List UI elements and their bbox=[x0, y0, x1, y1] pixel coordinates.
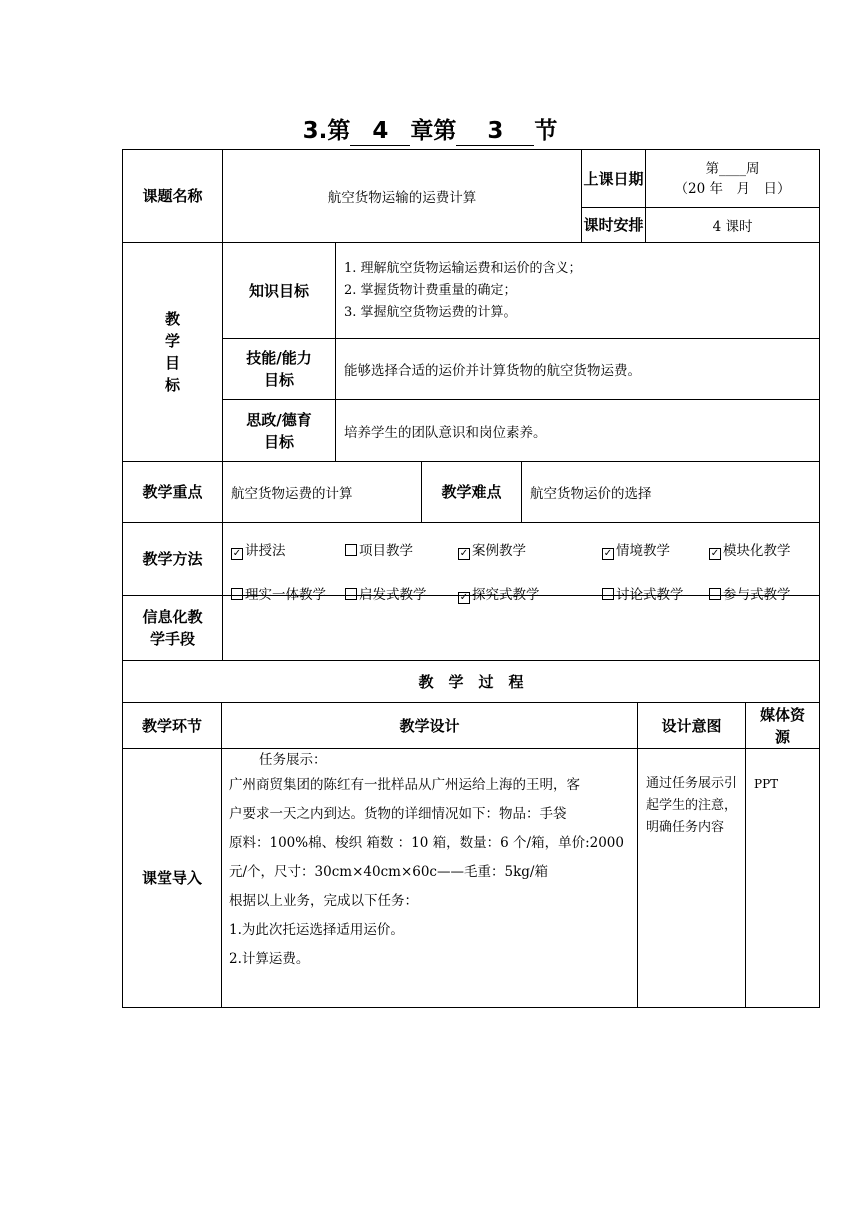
date-label: 上课日期 bbox=[582, 150, 646, 208]
date-week: 第____周 bbox=[705, 160, 760, 177]
difficulty-value: 航空货物运价的选择 bbox=[522, 462, 820, 523]
topic-label: 课题名称 bbox=[123, 150, 223, 243]
method-label: 项目教学 bbox=[359, 543, 413, 559]
checked-box-icon[interactable]: ✓ bbox=[603, 548, 613, 559]
method-option[interactable] bbox=[231, 539, 286, 559]
method-option[interactable] bbox=[602, 539, 670, 559]
knowledge-item: 3. 掌握航空货物运费的计算。 bbox=[344, 304, 517, 320]
knowledge-item: 2. 掌握货物计费重量的确定； bbox=[344, 282, 517, 298]
design-line: 任务展示： bbox=[259, 752, 327, 768]
col-media-header: 媒体资源 bbox=[746, 703, 820, 749]
moral-value: 培养学生的团队意识和岗位素养。 bbox=[336, 400, 820, 462]
design-cell bbox=[222, 749, 638, 1008]
checked-box-icon[interactable]: ✓ bbox=[459, 548, 469, 559]
methods-table bbox=[122, 522, 820, 603]
design-line: 1.为此次托运选择适用运价。 bbox=[229, 922, 404, 938]
design-line: 户要求一天之内到达。货物的详细情况如下：物品：手袋 bbox=[229, 806, 567, 822]
moral-label: 思政/德育目标 bbox=[223, 400, 336, 462]
design-line: 广州商贸集团的陈红有一批样品从广州运给上海的王明，客 bbox=[229, 777, 580, 793]
info-means-table bbox=[122, 595, 820, 661]
info-means-value bbox=[223, 596, 820, 661]
method-option[interactable] bbox=[345, 539, 413, 559]
knowledge-item: 1. 理解航空货物运输运费和运价的含义； bbox=[344, 260, 582, 276]
design-line: 元/个，尺寸：30cm×40cm×60c——毛重：5kg/箱 bbox=[229, 864, 548, 880]
col-design-header: 教学设计 bbox=[222, 703, 638, 749]
lesson-info-table bbox=[122, 149, 820, 243]
checked-box-icon[interactable]: ✓ bbox=[232, 548, 242, 559]
method-label: 参与式教学 bbox=[723, 587, 791, 603]
key-point-value: 航空货物运费的计算 bbox=[223, 462, 422, 523]
info-means-label: 信息化教学手段 bbox=[123, 596, 223, 661]
intent-cell: 通过任务展示引起学生的注意，明确任务内容 bbox=[638, 749, 746, 1008]
method-label: 讨论式教学 bbox=[616, 587, 684, 603]
method-label: 讲授法 bbox=[245, 543, 286, 559]
knowledge-list bbox=[336, 243, 820, 339]
col-intent-header: 设计意图 bbox=[638, 703, 746, 749]
difficulty-label: 教学难点 bbox=[422, 462, 522, 523]
topic-value: 航空货物运输的运费计算 bbox=[223, 150, 582, 243]
page-title: 3.第 4 章第 3 节 bbox=[302, 118, 558, 144]
hours-label: 课时安排 bbox=[582, 208, 646, 243]
section-number: 3 bbox=[456, 117, 534, 146]
method-label: 理实一体教学 bbox=[245, 587, 326, 603]
methods-label: 教学方法 bbox=[123, 523, 223, 596]
methods-options bbox=[223, 523, 820, 603]
method-option[interactable] bbox=[458, 539, 526, 559]
checked-box-icon[interactable]: ✓ bbox=[459, 592, 469, 603]
col-stage-header: 教学环节 bbox=[123, 703, 222, 749]
method-label: 模块化教学 bbox=[723, 543, 791, 559]
objectives-table bbox=[122, 242, 820, 462]
method-label: 案例教学 bbox=[472, 543, 526, 559]
unchecked-box-icon[interactable] bbox=[345, 544, 357, 556]
design-line: 根据以上业务，完成以下任务： bbox=[229, 893, 418, 909]
key-point-label: 教学重点 bbox=[123, 462, 223, 523]
knowledge-label: 知识目标 bbox=[223, 243, 336, 339]
method-option[interactable] bbox=[709, 539, 791, 559]
method-label: 启发式教学 bbox=[359, 587, 427, 603]
process-table bbox=[122, 660, 820, 1008]
method-label: 情境教学 bbox=[616, 543, 670, 559]
date-value bbox=[646, 150, 820, 208]
skill-label: 技能/能力目标 bbox=[223, 339, 336, 400]
focus-table bbox=[122, 461, 820, 523]
stage-cell: 课堂导入 bbox=[123, 749, 222, 1008]
process-title: 教 学 过 程 bbox=[123, 661, 820, 703]
method-label: 探究式教学 bbox=[472, 587, 540, 603]
media-cell: PPT bbox=[746, 749, 820, 1008]
design-line: 原料：100%棉、梭织 箱数 ：10 箱，数量：6 个/箱，单价:2000 bbox=[229, 835, 624, 851]
objectives-group-label: 教学目标 bbox=[123, 243, 223, 462]
date-detail: （20 年 月 日） bbox=[674, 180, 791, 197]
design-line: 2.计算运费。 bbox=[229, 951, 310, 967]
checked-box-icon[interactable]: ✓ bbox=[710, 548, 720, 559]
skill-value: 能够选择合适的运价并计算货物的航空货物运费。 bbox=[336, 339, 820, 400]
hours-value: 4 课时 bbox=[646, 208, 820, 243]
chapter-number: 4 bbox=[350, 117, 410, 146]
